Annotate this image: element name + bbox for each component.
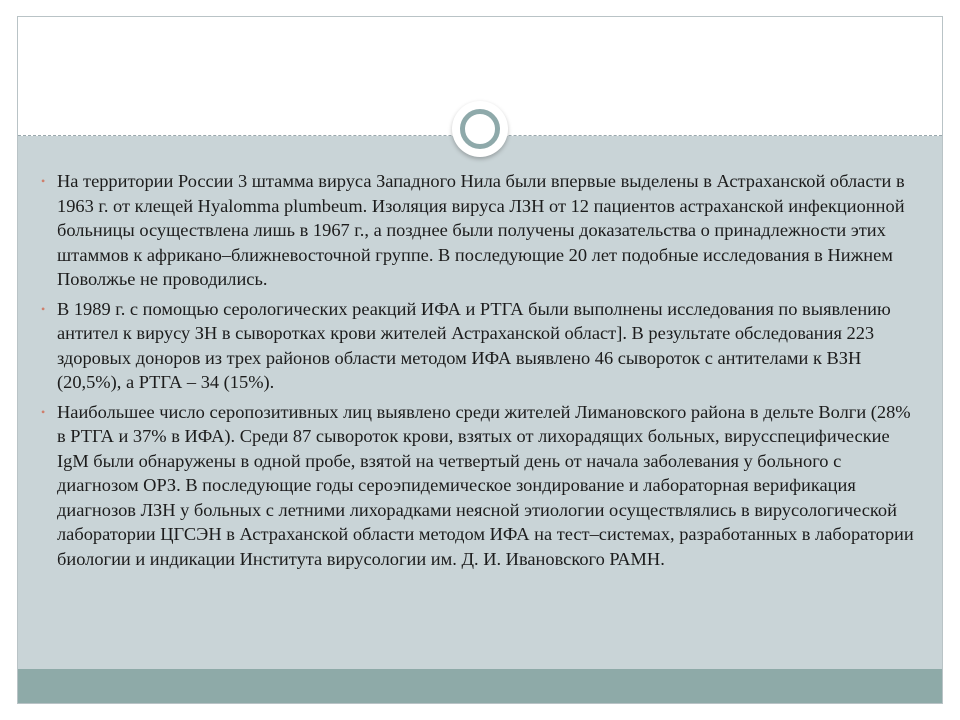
bullet-item <box>40 400 920 572</box>
bullet-marker-icon: • <box>41 404 46 419</box>
bullet-marker-icon: • <box>41 174 46 188</box>
ring-icon <box>452 101 508 157</box>
bullet-marker-icon: • <box>41 301 46 316</box>
ring-inner <box>460 109 500 149</box>
slide-footer-band <box>18 669 942 703</box>
bullet-text: На территории России 3 штамма вируса Западного Нила были впервые выделены в Астраханской области в 1963 г. от клещей Hyalomma plumbeum. Изоляция вируса ЛЗН от 12 пациентов астраханской инфекционной больницы осуществлена лишь в 1967 г., а позднее были получены доказательства о принадлежности этих штаммов к африкано–ближневосточной группе. В последующие 20 лет подобные исследования в Нижнем Поволжье не проводились. <box>57 171 905 289</box>
slide <box>17 16 943 704</box>
bullet-item <box>40 169 920 292</box>
bullet-item <box>40 297 920 395</box>
bullet-text: Наибольшее число серопозитивных лиц выявлено среди жителей Лимановского района в дельте Волги (28% в РТГА и 37% в ИФА). Среди 87 сывороток крови, взятых от лихорадящих больных, вирусспецифические IgM были обнаружены в одной пробе, взятой на четвертый день от начала заболевания у больного с диагнозом ОРЗ. В последующие годы сероэпидемическое зондирование и лабораторная верификация диагнозов ЛЗН у больных с летними лихорадками неясной этиологии осуществлялись в вирусологической лаборатории ЦГСЭН в Астраханской области методом ИФА на тест–системах, разработанных в лаборатории биологии и индикации Института вирусологии им. Д. И. Ивановского РАМН. <box>57 401 914 569</box>
bullet-list <box>40 169 920 576</box>
bullet-text: В 1989 г. с помощью серологических реакций ИФА и РТГА были выполнены исследования по выявлению антител к вирусу ЗН в сыворотках крови жителей Астраханской област]. В результате обследования 223 здоровых доноров из трех районов области методом ИФА выявлено 46 сывороток с антителами к ВЗН (20,5%), а РТГА – 34 (15%). <box>57 298 891 392</box>
